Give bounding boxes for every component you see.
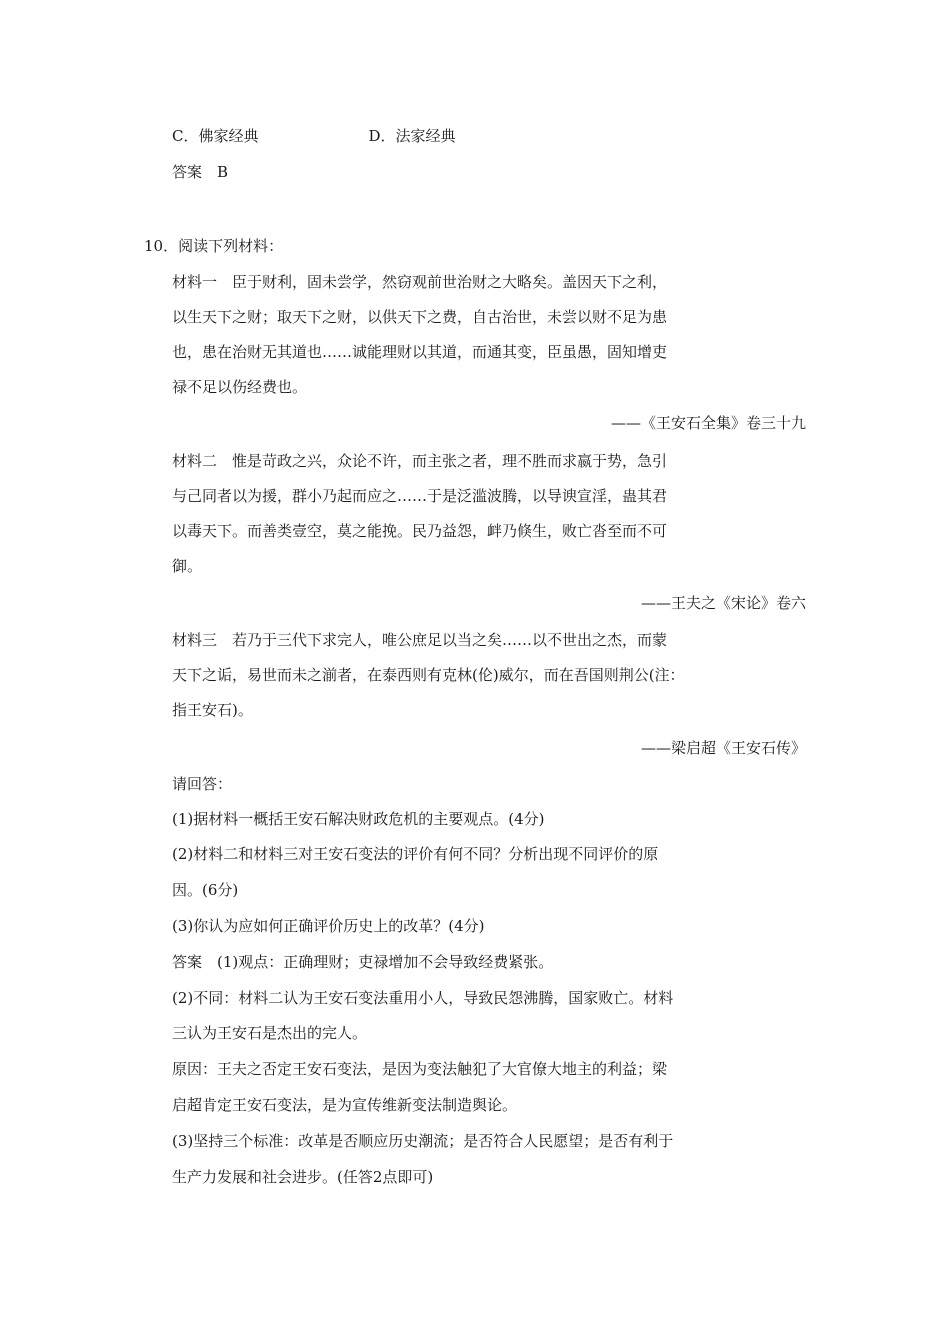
answer-2: 三认为王安石是杰出的完人。 [172,1024,368,1042]
answer-reason: 原因：王夫之否定王安石变法，是因为变法触犯了大官僚大地主的利益；梁 [172,1060,668,1078]
sub-question-1: (1)据材料一概括王安石解决财政危机的主要观点。(4分) [172,810,545,828]
sub-question-3: (3)你认为应如何正确评价历史上的改革？(4分) [172,917,485,935]
option-d: D．法家经典 [368,127,456,145]
answer-2: (2)不同：材料二认为王安石变法重用小人，导致民怨沸腾，国家败亡。材料 [172,989,674,1007]
sub-question-2: 因。(6分) [172,881,239,899]
material1-source: ——《王安石全集》卷三十九 [610,414,806,432]
answer-3: (3)坚持三个标准：改革是否顺应历史潮流；是否符合人民愿望；是否有利于 [172,1132,674,1150]
option-c: C．佛家经典 [172,127,259,145]
material1-line: 材料一 臣于财利，固未尝学，然窃观前世治财之大略矣。盖因天下之利， [172,273,668,291]
material3-line: 指王安石)。 [172,701,253,719]
material2-line: 以毒天下。而善类壹空，莫之能挽。民乃益怨，衅乃倏生，败亡沓至而不可 [172,522,668,540]
material3-source: ——梁启超《王安石传》 [640,739,806,757]
sub-question-2: (2)材料二和材料三对王安石变法的评价有何不同？分析出现不同评价的原 [172,845,659,863]
previous-answer: 答案 B [172,163,229,181]
material2-source: ——王夫之《宋论》卷六 [640,594,806,612]
answer-1: 答案 (1)观点：正确理财；吏禄增加不会导致经费紧张。 [172,953,554,971]
material3-line: 天下之诟，易世而未之湔者，在泰西则有克林(伦)威尔，而在吾国则荆公(注： [172,666,685,684]
question-title: 10．阅读下列材料： [144,237,284,255]
material2-line: 御。 [172,557,203,575]
material3-line: 材料三 若乃于三代下求完人，唯公庶足以当之矣……以不世出之杰，而蒙 [172,631,668,649]
material1-line: 以生天下之财；取天下之财，以供天下之费，自古治世，未尝以财不足为患 [172,308,668,326]
material1-line: 也，患在治财无其道也……诚能理财以其道，而通其变，臣虽愚，固知增吏 [172,343,668,361]
material2-line: 材料二 惟是苛政之兴，众论不许，而主张之者，理不胜而求嬴于势，急引 [172,452,668,470]
answer-reason: 启超肯定王安石变法，是为宣传维新变法制造舆论。 [172,1096,518,1114]
options-row [172,126,456,146]
answer-prompt: 请回答： [172,775,233,793]
answer-3: 生产力发展和社会进步。(任答2点即可) [172,1168,434,1186]
material2-line: 与己同者以为援，群小乃起而应之……于是泛滥波腾，以导谀宣淫，蛊其君 [172,487,668,505]
material1-line: 禄不足以伤经费也。 [172,378,308,396]
